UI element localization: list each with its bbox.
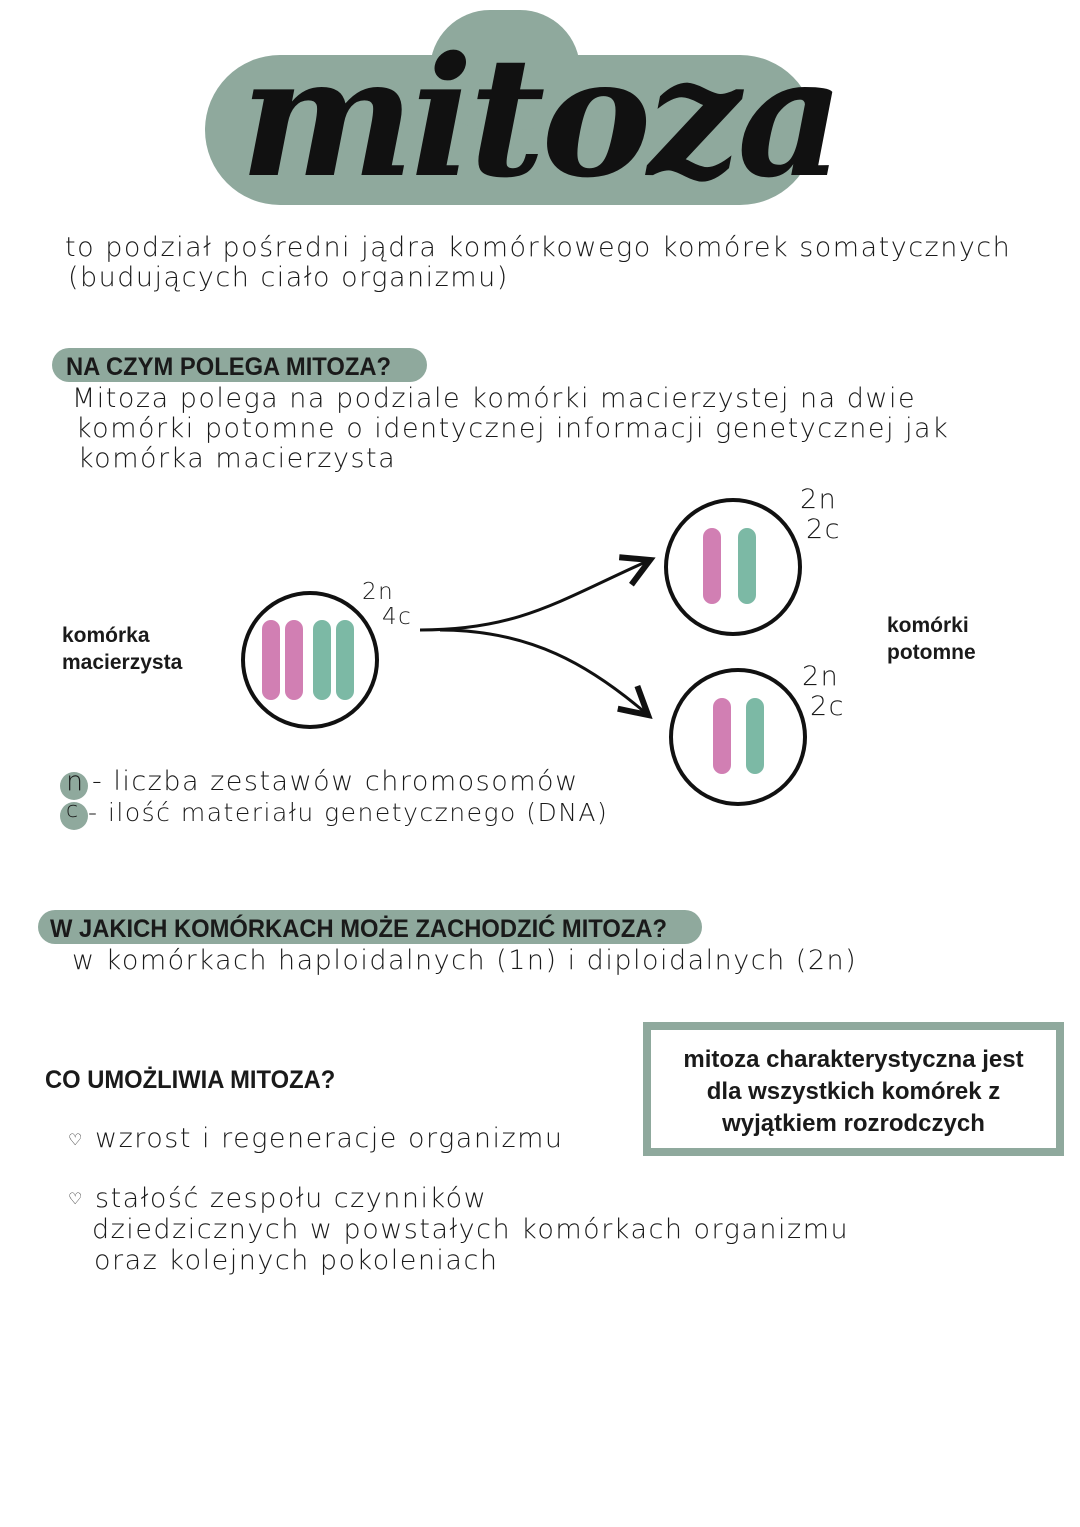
- daughter-cell-top: [666, 500, 800, 634]
- bullet-text: dziedzicznych w powstałych komórkach organizmu: [92, 1214, 850, 1245]
- label-line: macierzysta: [62, 651, 183, 674]
- page-title: mitoza: [239, 20, 841, 214]
- label-line: komórki: [887, 614, 969, 637]
- daughter-cells-label: [887, 612, 976, 666]
- legend-text: - ilość materiału genetycznego (DNA): [88, 798, 609, 827]
- bullet-text: oraz kolejnych pokoleniach: [94, 1245, 499, 1276]
- daughter-top-ploidy: [800, 485, 841, 545]
- intro-line: (budujących ciało organizmu): [68, 262, 509, 293]
- heart-bullet-icon: ♡: [68, 1189, 83, 1208]
- note-box: [643, 1022, 1064, 1156]
- legend-symbol: c: [66, 798, 80, 823]
- ploidy-n: 2n: [362, 579, 395, 605]
- ploidy-n: 2n: [802, 661, 840, 692]
- heart-bullet-icon: ♡: [68, 1130, 83, 1149]
- arrow-top: [420, 560, 650, 630]
- label-line: komórka: [62, 624, 150, 647]
- paragraph-line: komórka macierzysta: [78, 443, 397, 474]
- ploidy-c: 2c: [810, 691, 846, 722]
- bullet-text: stałość zespołu czynników: [95, 1183, 488, 1214]
- ploidy-c: 2c: [806, 514, 842, 545]
- paragraph-line: komórki potomne o identycznej informacji genetycznej jak: [76, 413, 950, 444]
- mother-cell: [243, 593, 377, 727]
- mother-cell-label: [62, 622, 182, 676]
- legend-text: - liczba zestawów chromosomów: [92, 766, 579, 797]
- daughter-cell-bottom: [671, 670, 805, 804]
- mother-ploidy: [362, 580, 412, 630]
- arrow-bottom: [440, 630, 648, 715]
- section-heading: NA CZYM POLEGA MITOZA?: [66, 353, 392, 381]
- intro-line: to podział pośredni jądra komórkowego komórek somatycznych: [65, 232, 1012, 263]
- ploidy-n: 2n: [800, 484, 838, 515]
- paragraph-line: w komórkach haploidalnych (1n) i diploidalnych (2n): [72, 945, 858, 976]
- section-heading: CO UMOŻLIWIA MITOZA?: [45, 1066, 336, 1094]
- daughter-bottom-ploidy: [802, 662, 845, 722]
- note-line: dla wszystkich komórek z: [706, 1078, 1001, 1105]
- legend-symbol: n: [66, 766, 85, 797]
- paragraph-line: Mitoza polega na podziale komórki macierzystej na dwie: [72, 383, 917, 414]
- label-line: potomne: [887, 641, 976, 664]
- ploidy-c: 4c: [382, 604, 413, 630]
- note-line: mitoza charakterystyczna jest: [683, 1046, 1024, 1073]
- section-heading: W JAKICH KOMÓRKACH MOŻE ZACHODZIĆ MITOZA?: [50, 915, 668, 943]
- bullet-text: wzrost i regeneracje organizmu: [95, 1123, 564, 1154]
- note-line: wyjątkiem rozrodczych: [722, 1110, 985, 1137]
